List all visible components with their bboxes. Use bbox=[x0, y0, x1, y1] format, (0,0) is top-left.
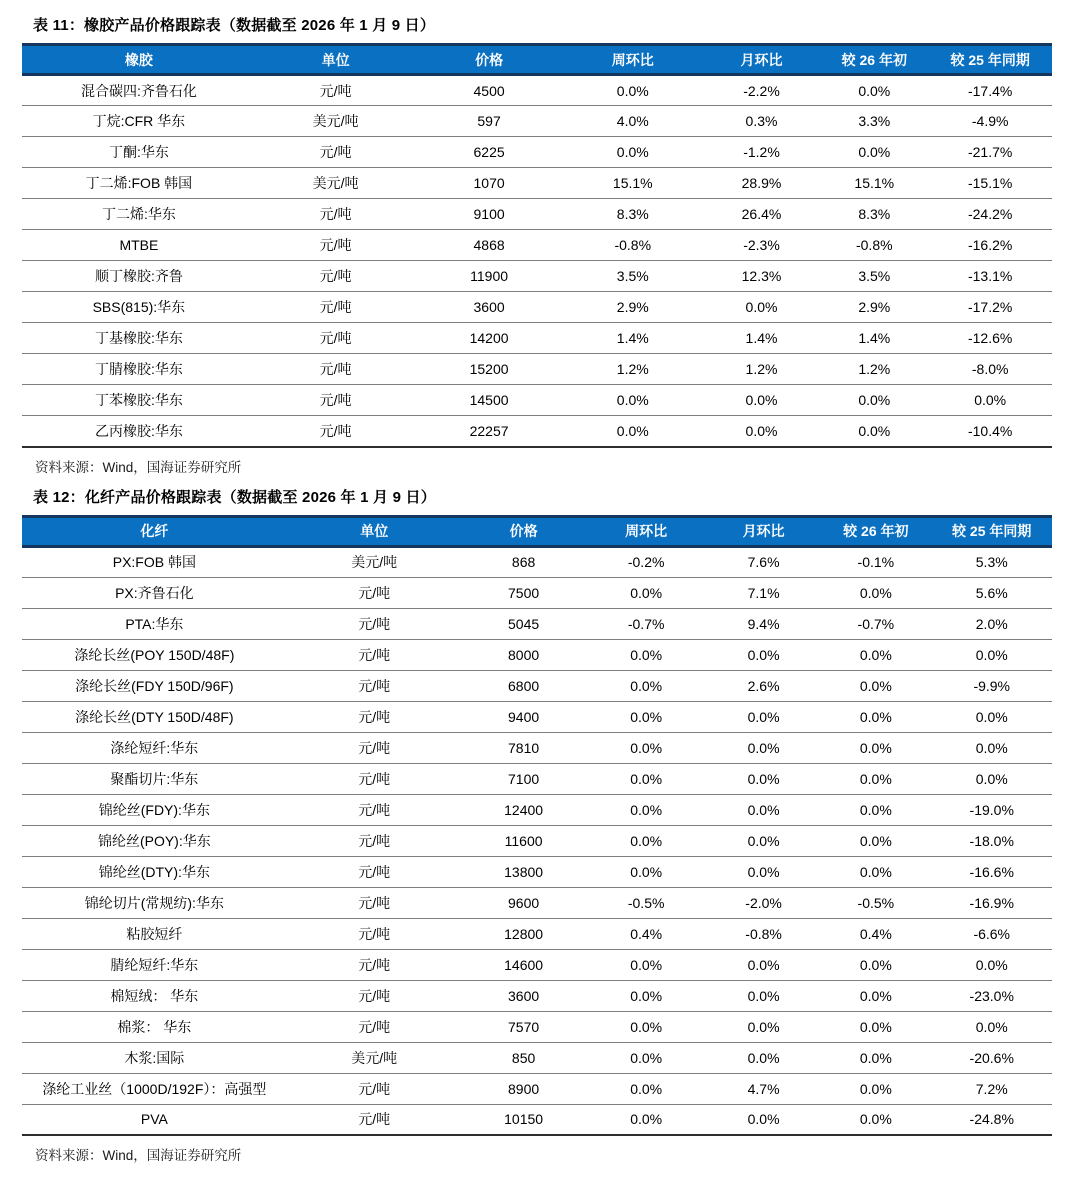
column-header: 单位 bbox=[287, 516, 462, 546]
table-row bbox=[22, 1011, 1052, 1042]
value-cell: 1.2% bbox=[563, 354, 703, 385]
unit-cell: 元/吨 bbox=[287, 918, 462, 949]
value-cell: 3600 bbox=[462, 980, 586, 1011]
value-cell: 1.4% bbox=[820, 323, 928, 354]
unit-cell: 元/吨 bbox=[256, 292, 416, 323]
value-cell: 9400 bbox=[462, 701, 586, 732]
value-cell: -19.0% bbox=[931, 794, 1052, 825]
table-row bbox=[22, 577, 1052, 608]
value-cell: 0.0% bbox=[585, 639, 707, 670]
table-row bbox=[22, 794, 1052, 825]
value-cell: 3600 bbox=[415, 292, 562, 323]
unit-cell: 美元/吨 bbox=[256, 106, 416, 137]
table-row bbox=[22, 825, 1052, 856]
value-cell: 14600 bbox=[462, 949, 586, 980]
value-cell: 1.2% bbox=[820, 354, 928, 385]
value-cell: 0.0% bbox=[820, 949, 931, 980]
value-cell: 0.0% bbox=[703, 292, 820, 323]
value-cell: 7100 bbox=[462, 763, 586, 794]
unit-cell: 元/吨 bbox=[256, 137, 416, 168]
product-name-cell: PTA:华东 bbox=[22, 608, 287, 639]
table-row bbox=[22, 732, 1052, 763]
value-cell: 0.0% bbox=[585, 980, 707, 1011]
value-cell: 0.0% bbox=[563, 416, 703, 447]
unit-cell: 元/吨 bbox=[287, 1011, 462, 1042]
value-cell: -17.4% bbox=[928, 75, 1052, 106]
value-cell: 11900 bbox=[415, 261, 562, 292]
value-cell: 0.0% bbox=[707, 1011, 820, 1042]
value-cell: 5.3% bbox=[931, 546, 1052, 577]
unit-cell: 元/吨 bbox=[287, 577, 462, 608]
value-cell: -0.8% bbox=[707, 918, 820, 949]
value-cell: 10150 bbox=[462, 1104, 586, 1135]
value-cell: 8.3% bbox=[820, 199, 928, 230]
value-cell: 0.0% bbox=[820, 670, 931, 701]
value-cell: 2.9% bbox=[820, 292, 928, 323]
value-cell: 597 bbox=[415, 106, 562, 137]
value-cell: 15.1% bbox=[820, 168, 928, 199]
table-row bbox=[22, 980, 1052, 1011]
value-cell: 26.4% bbox=[703, 199, 820, 230]
value-cell: 0.0% bbox=[707, 949, 820, 980]
value-cell: 868 bbox=[462, 546, 586, 577]
source-note: 资料来源：Wind，国海证券研究所 bbox=[35, 1148, 242, 1163]
product-name-cell: 粘胶短纤 bbox=[22, 918, 287, 949]
value-cell: -20.6% bbox=[931, 1042, 1052, 1073]
table-row bbox=[22, 608, 1052, 639]
value-cell: 1.4% bbox=[703, 323, 820, 354]
column-header: 较 25 年同期 bbox=[928, 45, 1052, 75]
unit-cell: 元/吨 bbox=[256, 230, 416, 261]
value-cell: 5.6% bbox=[931, 577, 1052, 608]
value-cell: 15200 bbox=[415, 354, 562, 385]
value-cell: 0.0% bbox=[820, 1042, 931, 1073]
table-row bbox=[22, 199, 1052, 230]
unit-cell: 元/吨 bbox=[287, 1073, 462, 1104]
column-header: 月环比 bbox=[707, 516, 820, 546]
value-cell: 3.3% bbox=[820, 106, 928, 137]
value-cell: 0.4% bbox=[820, 918, 931, 949]
table-row bbox=[22, 137, 1052, 168]
value-cell: 0.0% bbox=[585, 577, 707, 608]
value-cell: 7.2% bbox=[931, 1073, 1052, 1104]
table-row bbox=[22, 323, 1052, 354]
unit-cell: 元/吨 bbox=[287, 949, 462, 980]
value-cell: 8900 bbox=[462, 1073, 586, 1104]
value-cell: 0.0% bbox=[820, 980, 931, 1011]
unit-cell: 元/吨 bbox=[287, 856, 462, 887]
value-cell: -18.0% bbox=[931, 825, 1052, 856]
column-header: 价格 bbox=[415, 45, 562, 75]
value-cell: 0.0% bbox=[707, 732, 820, 763]
chemical-fiber-price-table bbox=[22, 515, 1052, 1137]
table-row bbox=[22, 292, 1052, 323]
value-cell: 0.0% bbox=[820, 856, 931, 887]
rubber-price-section bbox=[22, 14, 1052, 476]
header-row bbox=[22, 516, 1052, 546]
unit-cell: 元/吨 bbox=[256, 354, 416, 385]
value-cell: 0.0% bbox=[563, 75, 703, 106]
product-name-cell: 涤纶长丝(POY 150D/48F) bbox=[22, 639, 287, 670]
value-cell: -23.0% bbox=[931, 980, 1052, 1011]
value-cell: 0.0% bbox=[820, 763, 931, 794]
value-cell: 13800 bbox=[462, 856, 586, 887]
product-name-cell: 丁二烯:华东 bbox=[22, 199, 256, 230]
product-name-cell: 锦纶丝(FDY):华东 bbox=[22, 794, 287, 825]
value-cell: 0.0% bbox=[585, 856, 707, 887]
value-cell: 0.0% bbox=[585, 670, 707, 701]
table-row bbox=[22, 1073, 1052, 1104]
unit-cell: 元/吨 bbox=[256, 323, 416, 354]
value-cell: 0.0% bbox=[707, 639, 820, 670]
value-cell: -24.2% bbox=[928, 199, 1052, 230]
value-cell: 0.0% bbox=[820, 577, 931, 608]
value-cell: 0.0% bbox=[820, 416, 928, 447]
value-cell: 9.4% bbox=[707, 608, 820, 639]
column-header: 周环比 bbox=[585, 516, 707, 546]
unit-cell: 美元/吨 bbox=[287, 1042, 462, 1073]
value-cell: -16.2% bbox=[928, 230, 1052, 261]
product-name-cell: 丁基橡胶:华东 bbox=[22, 323, 256, 354]
product-name-cell: 涤纶短纤:华东 bbox=[22, 732, 287, 763]
value-cell: 7810 bbox=[462, 732, 586, 763]
value-cell: 3.5% bbox=[820, 261, 928, 292]
value-cell: 6225 bbox=[415, 137, 562, 168]
value-cell: -16.6% bbox=[931, 856, 1052, 887]
value-cell: 1.2% bbox=[703, 354, 820, 385]
value-cell: 0.0% bbox=[585, 794, 707, 825]
value-cell: 0.0% bbox=[931, 701, 1052, 732]
value-cell: 0.0% bbox=[585, 732, 707, 763]
table-row bbox=[22, 385, 1052, 416]
table-row bbox=[22, 354, 1052, 385]
unit-cell: 元/吨 bbox=[287, 980, 462, 1011]
value-cell: -4.9% bbox=[928, 106, 1052, 137]
table-row bbox=[22, 546, 1052, 577]
value-cell: 0.0% bbox=[585, 949, 707, 980]
column-header: 较 25 年同期 bbox=[931, 516, 1052, 546]
product-name-cell: PVA bbox=[22, 1104, 287, 1135]
value-cell: -0.7% bbox=[585, 608, 707, 639]
value-cell: 0.0% bbox=[585, 701, 707, 732]
value-cell: 12800 bbox=[462, 918, 586, 949]
value-cell: -24.8% bbox=[931, 1104, 1052, 1135]
chemical-fiber-price-section bbox=[22, 486, 1052, 1165]
value-cell: 0.0% bbox=[820, 75, 928, 106]
value-cell: 2.0% bbox=[931, 608, 1052, 639]
product-name-cell: 锦纶切片(常规纺):华东 bbox=[22, 887, 287, 918]
unit-cell: 元/吨 bbox=[256, 261, 416, 292]
source-note: 资料来源：Wind，国海证券研究所 bbox=[35, 459, 242, 475]
value-cell: 0.0% bbox=[820, 701, 931, 732]
value-cell: 28.9% bbox=[703, 168, 820, 199]
unit-cell: 元/吨 bbox=[287, 732, 462, 763]
value-cell: 0.0% bbox=[820, 794, 931, 825]
table-row bbox=[22, 261, 1052, 292]
product-name-cell: 混合碳四:齐鲁石化 bbox=[22, 75, 256, 106]
column-header: 价格 bbox=[462, 516, 586, 546]
value-cell: 0.0% bbox=[931, 949, 1052, 980]
value-cell: 14500 bbox=[415, 385, 562, 416]
value-cell: -0.7% bbox=[820, 608, 931, 639]
value-cell: 0.3% bbox=[703, 106, 820, 137]
value-cell: 0.0% bbox=[585, 825, 707, 856]
unit-cell: 元/吨 bbox=[287, 639, 462, 670]
value-cell: 0.0% bbox=[820, 639, 931, 670]
value-cell: 12.3% bbox=[703, 261, 820, 292]
unit-cell: 元/吨 bbox=[287, 608, 462, 639]
value-cell: 0.0% bbox=[707, 1042, 820, 1073]
value-cell: 0.0% bbox=[585, 1073, 707, 1104]
unit-cell: 元/吨 bbox=[287, 701, 462, 732]
column-header: 橡胶 bbox=[22, 45, 256, 75]
value-cell: 0.0% bbox=[585, 1011, 707, 1042]
value-cell: 3.5% bbox=[563, 261, 703, 292]
product-name-cell: PX:FOB 韩国 bbox=[22, 546, 287, 577]
value-cell: 22257 bbox=[415, 416, 562, 447]
product-name-cell: SBS(815):华东 bbox=[22, 292, 256, 323]
value-cell: 7.1% bbox=[707, 577, 820, 608]
value-cell: 0.0% bbox=[820, 1073, 931, 1104]
value-cell: 0.0% bbox=[707, 980, 820, 1011]
value-cell: 0.0% bbox=[707, 763, 820, 794]
header-row bbox=[22, 45, 1052, 75]
unit-cell: 美元/吨 bbox=[256, 168, 416, 199]
product-name-cell: 棉短绒： 华东 bbox=[22, 980, 287, 1011]
product-name-cell: 木浆:国际 bbox=[22, 1042, 287, 1073]
product-name-cell: 聚酯切片:华东 bbox=[22, 763, 287, 794]
value-cell: -0.5% bbox=[820, 887, 931, 918]
value-cell: 1.4% bbox=[563, 323, 703, 354]
value-cell: 0.0% bbox=[563, 137, 703, 168]
unit-cell: 元/吨 bbox=[287, 887, 462, 918]
value-cell: 2.9% bbox=[563, 292, 703, 323]
value-cell: 0.0% bbox=[703, 385, 820, 416]
unit-cell: 美元/吨 bbox=[287, 546, 462, 577]
value-cell: 4.0% bbox=[563, 106, 703, 137]
table-row bbox=[22, 1104, 1052, 1135]
value-cell: 0.0% bbox=[703, 416, 820, 447]
product-name-cell: 涤纶长丝(FDY 150D/96F) bbox=[22, 670, 287, 701]
value-cell: -17.2% bbox=[928, 292, 1052, 323]
table-11-title: 表 11：橡胶产品价格跟踪表（数据截至 2026 年 1 月 9 日） bbox=[33, 17, 436, 34]
value-cell: 0.0% bbox=[707, 1104, 820, 1135]
value-cell: -9.9% bbox=[931, 670, 1052, 701]
value-cell: 0.0% bbox=[707, 856, 820, 887]
value-cell: -0.2% bbox=[585, 546, 707, 577]
unit-cell: 元/吨 bbox=[287, 670, 462, 701]
product-name-cell: 丁苯橡胶:华东 bbox=[22, 385, 256, 416]
table-row bbox=[22, 918, 1052, 949]
value-cell: 8.3% bbox=[563, 199, 703, 230]
value-cell: 7570 bbox=[462, 1011, 586, 1042]
table-row bbox=[22, 701, 1052, 732]
value-cell: -1.2% bbox=[703, 137, 820, 168]
value-cell: 14200 bbox=[415, 323, 562, 354]
column-header: 周环比 bbox=[563, 45, 703, 75]
value-cell: 9100 bbox=[415, 199, 562, 230]
value-cell: 6800 bbox=[462, 670, 586, 701]
unit-cell: 元/吨 bbox=[256, 75, 416, 106]
unit-cell: 元/吨 bbox=[256, 416, 416, 447]
value-cell: -2.2% bbox=[703, 75, 820, 106]
value-cell: 4.7% bbox=[707, 1073, 820, 1104]
value-cell: -10.4% bbox=[928, 416, 1052, 447]
table-row bbox=[22, 168, 1052, 199]
value-cell: 0.0% bbox=[585, 763, 707, 794]
column-header: 较 26 年初 bbox=[820, 516, 931, 546]
product-name-cell: 丁二烯:FOB 韩国 bbox=[22, 168, 256, 199]
product-name-cell: 棉浆： 华东 bbox=[22, 1011, 287, 1042]
value-cell: 0.0% bbox=[931, 732, 1052, 763]
unit-cell: 元/吨 bbox=[256, 199, 416, 230]
product-name-cell: 涤纶工业丝（1000D/192F）：高强型 bbox=[22, 1073, 287, 1104]
table-row bbox=[22, 75, 1052, 106]
value-cell: 4868 bbox=[415, 230, 562, 261]
value-cell: 2.6% bbox=[707, 670, 820, 701]
rubber-price-table bbox=[22, 43, 1052, 448]
value-cell: -21.7% bbox=[928, 137, 1052, 168]
column-header: 单位 bbox=[256, 45, 416, 75]
table-row bbox=[22, 856, 1052, 887]
value-cell: 7500 bbox=[462, 577, 586, 608]
unit-cell: 元/吨 bbox=[287, 1104, 462, 1135]
value-cell: -0.8% bbox=[820, 230, 928, 261]
value-cell: -0.8% bbox=[563, 230, 703, 261]
product-name-cell: MTBE bbox=[22, 230, 256, 261]
column-header: 化纤 bbox=[22, 516, 287, 546]
table-row bbox=[22, 416, 1052, 447]
value-cell: 4500 bbox=[415, 75, 562, 106]
value-cell: -8.0% bbox=[928, 354, 1052, 385]
value-cell: 7.6% bbox=[707, 546, 820, 577]
unit-cell: 元/吨 bbox=[287, 825, 462, 856]
value-cell: -0.5% bbox=[585, 887, 707, 918]
value-cell: 0.0% bbox=[707, 701, 820, 732]
value-cell: -2.0% bbox=[707, 887, 820, 918]
value-cell: 0.0% bbox=[931, 763, 1052, 794]
value-cell: 0.0% bbox=[928, 385, 1052, 416]
product-name-cell: 锦纶丝(POY):华东 bbox=[22, 825, 287, 856]
value-cell: 0.0% bbox=[707, 794, 820, 825]
column-header: 较 26 年初 bbox=[820, 45, 928, 75]
product-name-cell: 丁烷:CFR 华东 bbox=[22, 106, 256, 137]
product-name-cell: 丁酮:华东 bbox=[22, 137, 256, 168]
value-cell: -6.6% bbox=[931, 918, 1052, 949]
product-name-cell: PX:齐鲁石化 bbox=[22, 577, 287, 608]
table-row bbox=[22, 670, 1052, 701]
value-cell: -2.3% bbox=[703, 230, 820, 261]
table-row bbox=[22, 763, 1052, 794]
product-name-cell: 涤纶长丝(DTY 150D/48F) bbox=[22, 701, 287, 732]
value-cell: -0.1% bbox=[820, 546, 931, 577]
value-cell: 0.0% bbox=[820, 1011, 931, 1042]
value-cell: 0.0% bbox=[585, 1104, 707, 1135]
value-cell: -16.9% bbox=[931, 887, 1052, 918]
unit-cell: 元/吨 bbox=[256, 385, 416, 416]
table-row bbox=[22, 230, 1052, 261]
value-cell: -13.1% bbox=[928, 261, 1052, 292]
table-row bbox=[22, 106, 1052, 137]
value-cell: 0.0% bbox=[820, 825, 931, 856]
value-cell: 0.0% bbox=[820, 732, 931, 763]
unit-cell: 元/吨 bbox=[287, 794, 462, 825]
value-cell: -12.6% bbox=[928, 323, 1052, 354]
table-row bbox=[22, 1042, 1052, 1073]
value-cell: 11600 bbox=[462, 825, 586, 856]
value-cell: 0.0% bbox=[931, 639, 1052, 670]
product-name-cell: 乙丙橡胶:华东 bbox=[22, 416, 256, 447]
column-header: 月环比 bbox=[703, 45, 820, 75]
value-cell: 9600 bbox=[462, 887, 586, 918]
value-cell: 0.0% bbox=[563, 385, 703, 416]
product-name-cell: 锦纶丝(DTY):华东 bbox=[22, 856, 287, 887]
value-cell: 0.0% bbox=[585, 1042, 707, 1073]
value-cell: 0.0% bbox=[820, 1104, 931, 1135]
table-row bbox=[22, 949, 1052, 980]
value-cell: 15.1% bbox=[563, 168, 703, 199]
value-cell: 0.0% bbox=[707, 825, 820, 856]
value-cell: 8000 bbox=[462, 639, 586, 670]
product-name-cell: 腈纶短纤:华东 bbox=[22, 949, 287, 980]
product-name-cell: 丁腈橡胶:华东 bbox=[22, 354, 256, 385]
value-cell: 0.0% bbox=[820, 385, 928, 416]
value-cell: 0.0% bbox=[931, 1011, 1052, 1042]
table-row bbox=[22, 639, 1052, 670]
table-12-title: 表 12：化纤产品价格跟踪表（数据截至 2026 年 1 月 9 日） bbox=[33, 488, 436, 506]
value-cell: 1070 bbox=[415, 168, 562, 199]
table-row bbox=[22, 887, 1052, 918]
product-name-cell: 顺丁橡胶:齐鲁 bbox=[22, 261, 256, 292]
value-cell: 0.0% bbox=[820, 137, 928, 168]
value-cell: 850 bbox=[462, 1042, 586, 1073]
value-cell: 5045 bbox=[462, 608, 586, 639]
value-cell: -15.1% bbox=[928, 168, 1052, 199]
value-cell: 0.4% bbox=[585, 918, 707, 949]
value-cell: 12400 bbox=[462, 794, 586, 825]
unit-cell: 元/吨 bbox=[287, 763, 462, 794]
